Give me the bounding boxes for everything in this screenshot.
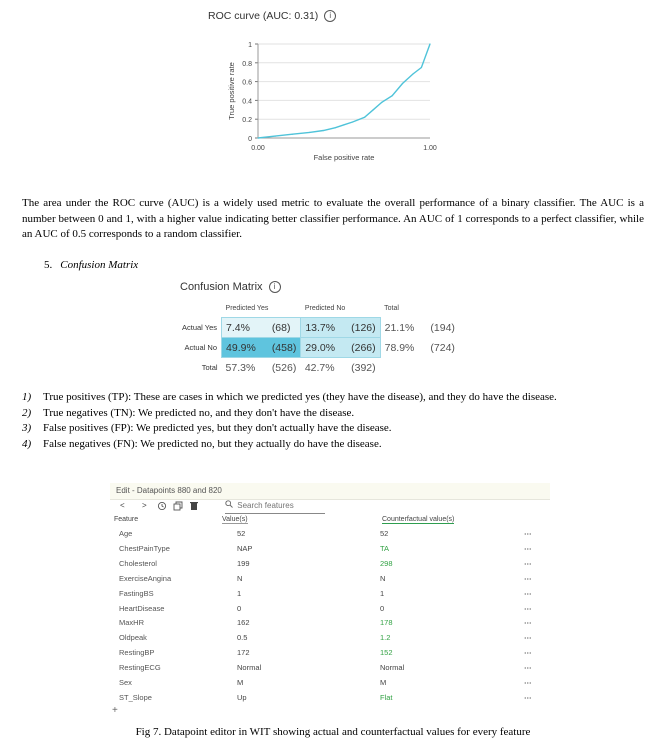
roc-curve-point <box>412 73 413 74</box>
roc-curve-point <box>323 130 324 131</box>
col-value-header: Value(s) <box>222 516 248 523</box>
row-total <box>178 358 459 378</box>
y-tick-label: 0.4 <box>242 98 252 106</box>
definition-text: True positives (TP): These are cases in which we predicted yes (they have the disease), and they do have the disease. <box>43 391 557 403</box>
feature-name: Cholesterol <box>119 558 157 568</box>
roc-curve-point <box>335 127 336 128</box>
delete-icon[interactable] <box>189 501 199 513</box>
feature-row[interactable] <box>110 544 550 559</box>
feature-name: FastingBS <box>119 588 154 598</box>
roc-curve-point <box>275 136 276 137</box>
counterfactual-value[interactable]: 1 <box>380 588 385 598</box>
col-feature-header: Feature <box>114 516 139 523</box>
figure-caption: Fig 7. Datapoint editor in WIT showing actual and counterfactual values for every feature <box>135 726 531 738</box>
cell-count: (266) <box>339 338 380 358</box>
counterfactual-value[interactable]: TA <box>380 543 390 553</box>
more-options-icon[interactable]: ⋯ <box>524 648 532 658</box>
prev-arrow-icon[interactable]: < <box>120 501 125 510</box>
feature-name: Oldpeak <box>119 633 147 643</box>
roc-curve-point <box>392 95 393 96</box>
feature-name: ST_Slope <box>119 692 152 702</box>
counterfactual-value[interactable]: M <box>380 678 387 687</box>
counterfactual-value[interactable]: 178 <box>380 618 393 628</box>
history-icon[interactable] <box>157 501 167 513</box>
counterfactual-value[interactable]: 52 <box>380 529 389 538</box>
feature-row[interactable] <box>110 663 550 678</box>
feature-row[interactable] <box>110 693 550 708</box>
definition-item <box>22 421 557 437</box>
confusion-header-row <box>178 302 459 318</box>
counterfactual-value[interactable]: 0 <box>380 603 385 613</box>
feature-value[interactable]: Normal <box>237 663 262 673</box>
roc-curve-line <box>258 44 430 138</box>
more-options-icon[interactable]: ⋯ <box>524 573 532 583</box>
definitions-list <box>22 390 557 452</box>
datapoint-editor <box>110 483 550 714</box>
editor-header <box>110 483 550 500</box>
confusion-matrix-table <box>178 302 459 377</box>
header-predicted-no: Predicted No <box>304 304 346 312</box>
y-tick-label: 0.2 <box>242 117 252 125</box>
more-options-icon[interactable]: ⋯ <box>524 558 532 568</box>
search-features-input[interactable] <box>235 501 321 510</box>
roc-curve-point <box>257 137 258 138</box>
counterfactual-value[interactable]: Flat <box>380 692 393 702</box>
duplicate-icon[interactable] <box>173 501 183 513</box>
header-predicted-yes: Predicted Yes <box>225 304 269 312</box>
counterfactual-value[interactable]: 152 <box>380 648 393 658</box>
more-options-icon[interactable]: ⋯ <box>524 678 532 687</box>
more-options-icon[interactable]: ⋯ <box>524 663 532 673</box>
feature-value[interactable]: 0 <box>237 603 242 613</box>
roc-curve-point <box>402 83 403 84</box>
section-number: 5. <box>44 259 53 271</box>
counterfactual-value[interactable]: N <box>380 573 386 583</box>
feature-value[interactable]: 172 <box>237 648 250 658</box>
roc-curve-point <box>381 102 382 103</box>
cell-pct: 7.4% <box>222 318 260 338</box>
feature-value[interactable]: NAP <box>237 543 253 553</box>
feature-row[interactable] <box>110 559 550 574</box>
x-axis-label: False positive rate <box>313 153 375 162</box>
counterfactual-value[interactable]: 298 <box>380 558 393 568</box>
editor-title: Edit - Datapoints 880 and 820 <box>116 486 222 495</box>
counterfactual-value[interactable]: 1.2 <box>380 633 391 643</box>
counterfactual-value[interactable]: Normal <box>380 663 405 673</box>
section-heading <box>44 259 138 271</box>
more-options-icon[interactable]: ⋯ <box>524 543 532 553</box>
corner-cell <box>178 302 222 318</box>
add-feature-icon[interactable]: + <box>112 705 118 716</box>
roc-curve-point <box>309 132 310 133</box>
feature-name: Age <box>119 529 133 538</box>
roc-curve-point <box>352 121 353 122</box>
roc-curve-point <box>364 117 365 118</box>
feature-row[interactable] <box>110 574 550 589</box>
feature-value[interactable]: 1 <box>237 588 242 598</box>
y-tick-label: 0 <box>248 136 252 143</box>
info-icon[interactable]: i <box>269 281 281 293</box>
y-tick-label: 0.8 <box>242 60 252 68</box>
definition-text: False positives (FP): We predicted yes, but they don't actually have the disease. <box>43 422 392 434</box>
total-count: (392) <box>351 361 376 374</box>
roc-chart-title <box>208 10 336 22</box>
feature-value[interactable]: 0.5 <box>237 633 248 643</box>
total-count: (724) <box>430 341 455 354</box>
more-options-icon[interactable]: ⋯ <box>524 633 532 643</box>
roc-curve-point <box>343 124 344 125</box>
row-label: Actual No <box>184 343 218 352</box>
feature-value[interactable]: 162 <box>237 618 250 628</box>
empty-cell <box>380 358 418 378</box>
feature-row[interactable] <box>110 589 550 604</box>
feature-row[interactable] <box>110 529 550 544</box>
next-arrow-icon[interactable]: > <box>142 501 147 510</box>
total-pct: 57.3% <box>225 361 256 374</box>
feature-name: RestingECG <box>119 663 161 673</box>
cell-count: (126) <box>339 318 380 338</box>
x-tick-label: 0.00 <box>251 145 265 152</box>
cell-count: (68) <box>260 318 301 338</box>
feature-name: Sex <box>119 678 132 687</box>
roc-curve-point <box>421 67 422 68</box>
cell-count: (458) <box>260 338 301 358</box>
total-count: (194) <box>430 321 455 334</box>
definition-item <box>22 437 557 453</box>
feature-name: ExerciseAngina <box>119 573 172 583</box>
roc-curve-point <box>429 43 430 44</box>
feature-row[interactable] <box>110 648 550 663</box>
more-options-icon[interactable]: ⋯ <box>524 529 532 538</box>
x-tick-label: 1.00 <box>423 145 437 152</box>
search-icon <box>225 501 235 510</box>
feature-row[interactable] <box>110 633 550 648</box>
feature-row[interactable] <box>110 678 550 693</box>
cell-pct: 29.0% <box>301 338 339 358</box>
definition-number: 2) <box>22 406 32 419</box>
confusion-title-text: Confusion Matrix <box>180 281 263 293</box>
search-features-box <box>225 500 325 514</box>
y-tick-label: 1 <box>248 42 252 49</box>
more-options-icon[interactable]: ⋯ <box>524 692 532 702</box>
definition-number: 3) <box>22 422 32 434</box>
cell-pct: 13.7% <box>301 318 339 338</box>
definition-item <box>22 390 557 406</box>
section-title: Confusion Matrix <box>60 259 139 271</box>
definition-item <box>22 406 557 422</box>
confusion-matrix-title <box>180 281 281 293</box>
total-pct: 21.1% <box>384 321 415 334</box>
total-pct: 42.7% <box>304 361 335 374</box>
feature-name: RestingBP <box>119 648 155 658</box>
feature-value[interactable]: 52 <box>237 529 246 538</box>
definition-number: 1) <box>22 391 32 403</box>
row-actual-yes <box>178 318 459 338</box>
y-tick-label: 0.6 <box>242 79 252 87</box>
col-counterfactual-header: Counterfactual value(s) <box>382 516 455 523</box>
header-total: Total <box>384 304 399 312</box>
feature-value[interactable]: N <box>237 573 243 583</box>
roc-curve-point <box>292 134 293 135</box>
row-label: Actual Yes <box>182 323 218 332</box>
definition-text: False negatives (FN): We predicted no, but they actually do have the disease. <box>43 437 382 450</box>
definition-number: 4) <box>22 437 32 450</box>
feature-row[interactable] <box>110 604 550 619</box>
roc-chart <box>220 28 460 178</box>
total-count: (526) <box>271 361 297 374</box>
feature-name: MaxHR <box>119 618 145 628</box>
definition-text: True negatives (TN): We predicted no, and they don't have the disease. <box>43 406 355 419</box>
feature-name: ChestPainType <box>119 543 170 553</box>
y-axis-label: True positive rate <box>227 62 236 120</box>
more-options-icon[interactable]: ⋯ <box>524 588 532 598</box>
feature-name: HeartDisease <box>119 603 165 613</box>
auc-paragraph: The area under the ROC curve (AUC) is a widely used metric to evaluate the overall performance of a binary classifier. The AUC is a number between 0 and 1, with a higher value indicating better classifier performance. An AUC of 1 corresponds to a perfect classifier, while an AUC of 0.5 corresponds to a random classifier. <box>22 197 644 240</box>
row-actual-no <box>178 338 459 358</box>
info-icon[interactable]: i <box>324 10 336 22</box>
roc-title-text: ROC curve (AUC: 0.31) <box>208 10 319 22</box>
empty-cell <box>418 358 459 378</box>
roc-curve-point <box>373 109 374 110</box>
feature-value[interactable]: 199 <box>237 558 250 568</box>
cell-pct: 49.9% <box>222 338 260 358</box>
feature-value[interactable]: Up <box>237 692 247 702</box>
feature-value[interactable]: M <box>237 678 244 687</box>
more-options-icon[interactable]: ⋯ <box>524 618 532 628</box>
total-pct: 78.9% <box>384 341 415 354</box>
more-options-icon[interactable]: ⋯ <box>524 603 532 613</box>
row-label: Total <box>201 362 218 372</box>
feature-row[interactable] <box>110 618 550 633</box>
